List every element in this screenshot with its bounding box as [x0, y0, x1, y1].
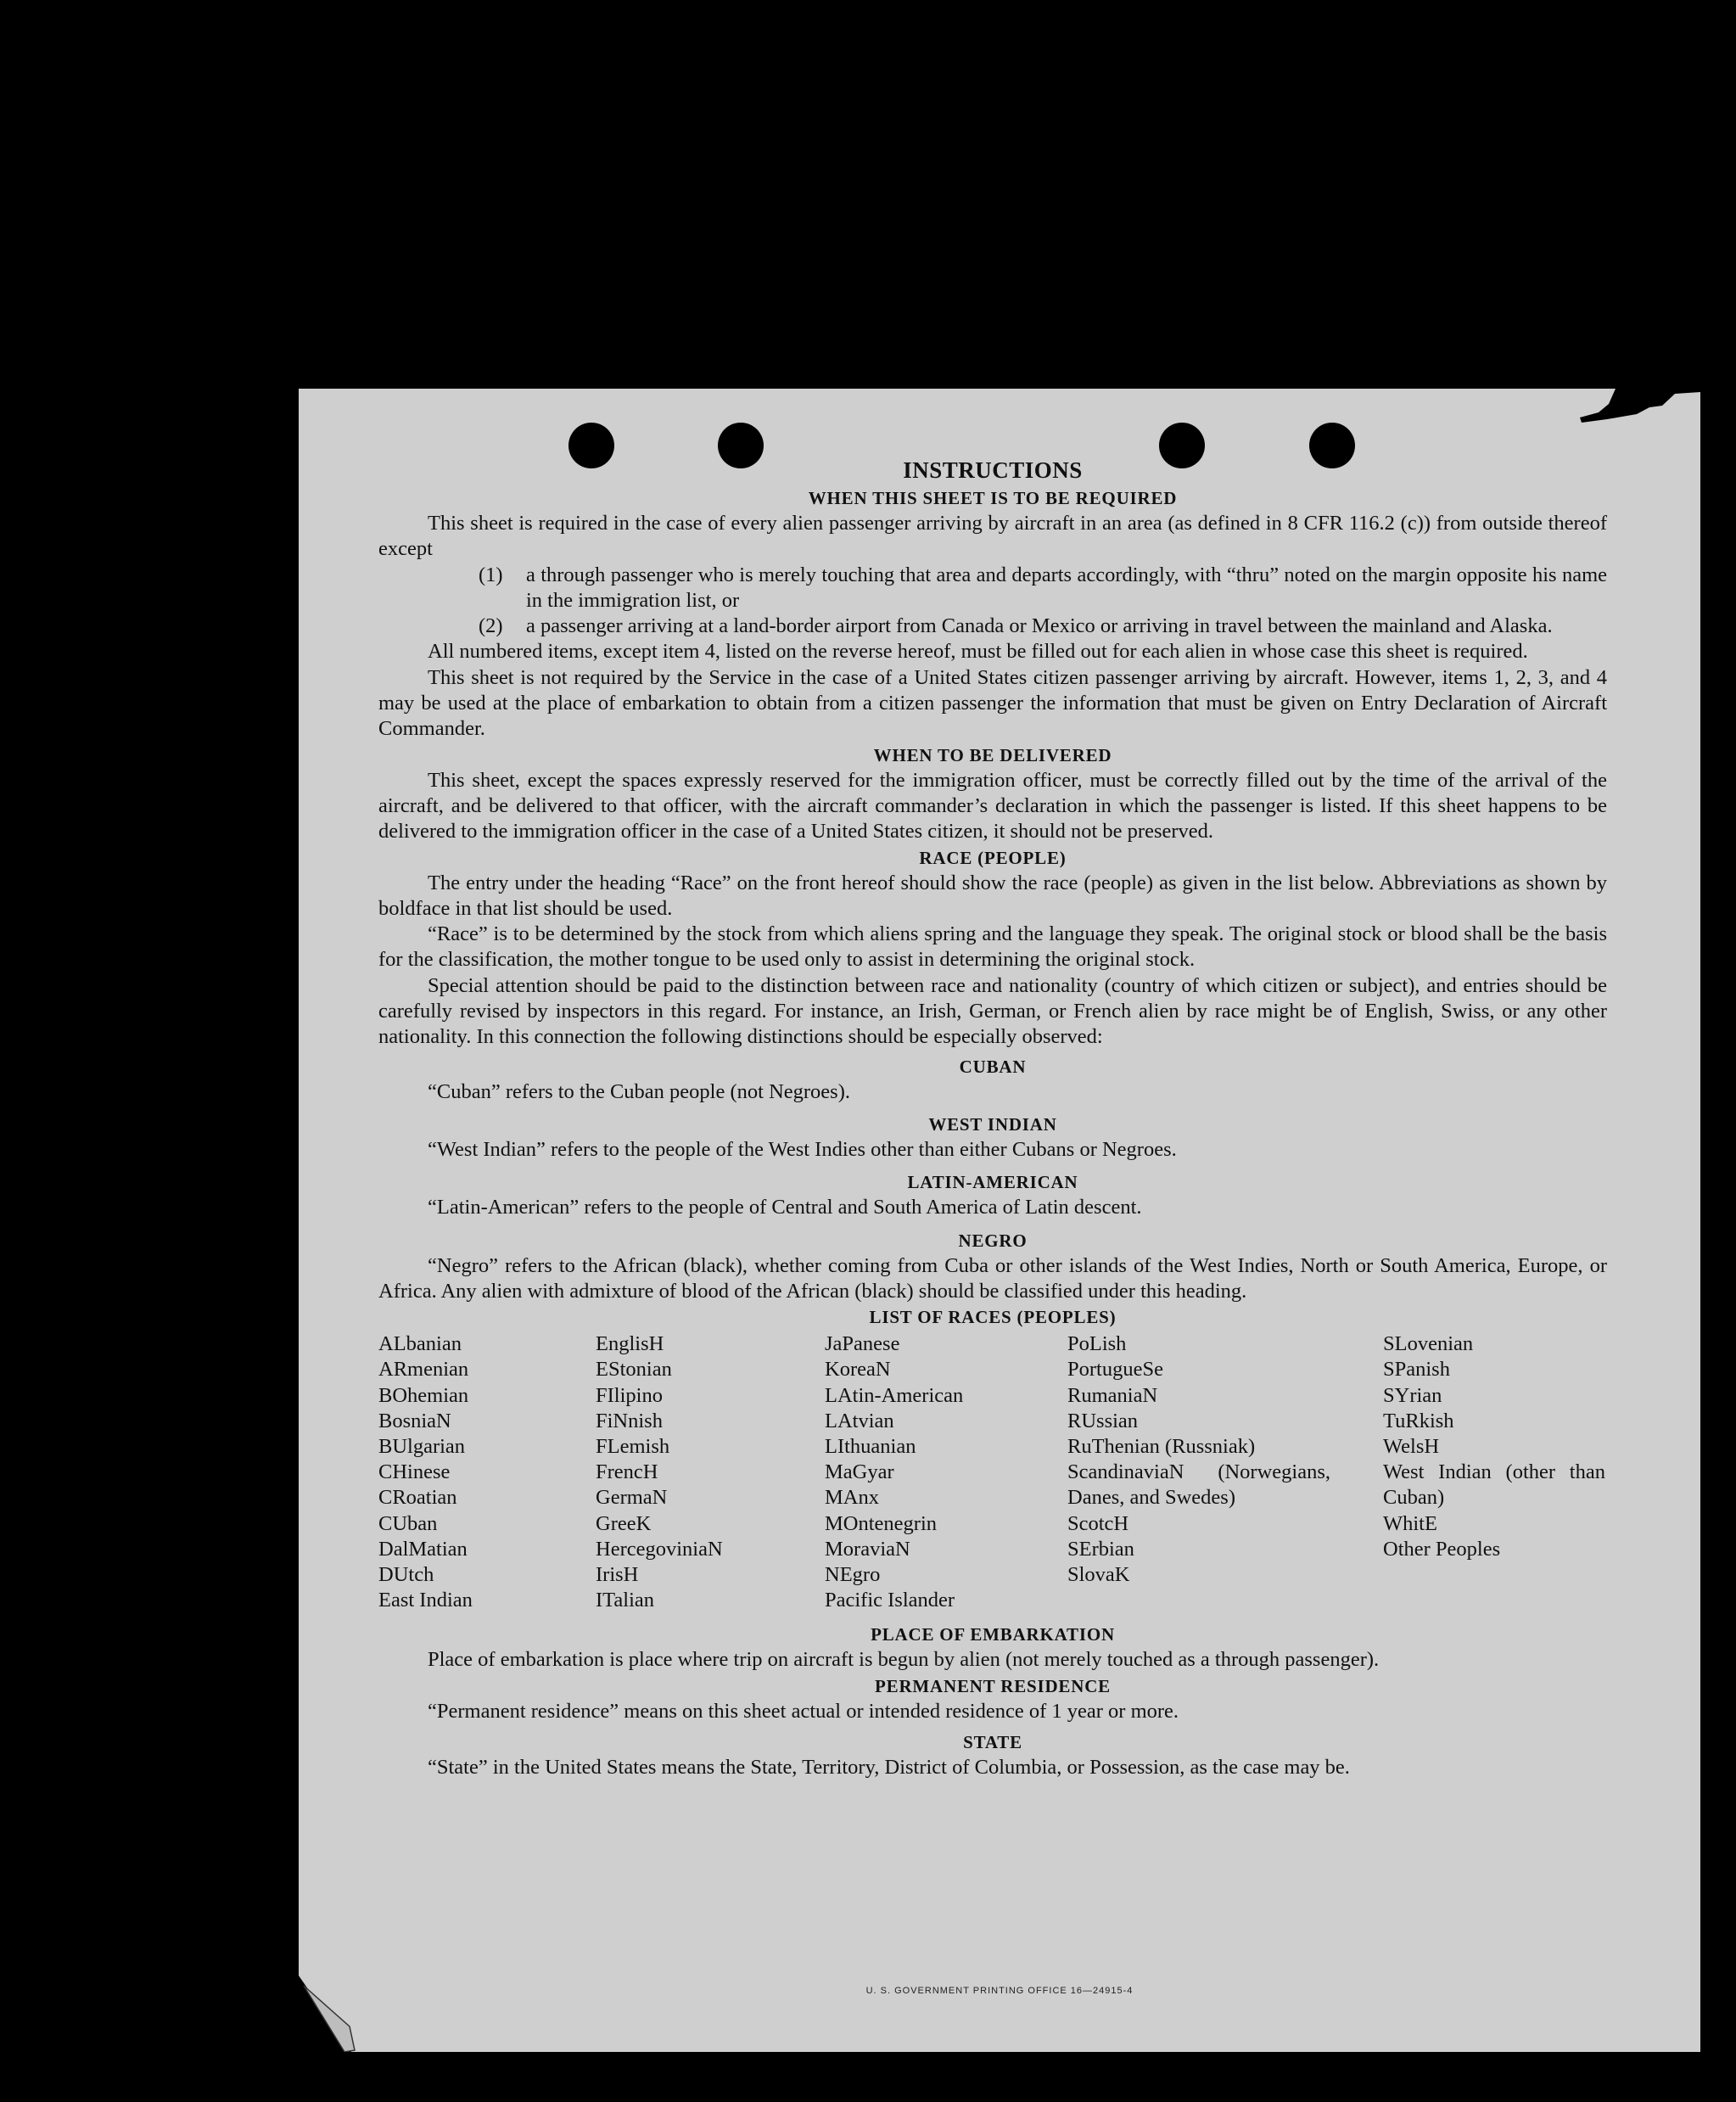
- item-number: (1): [479, 563, 503, 586]
- list-item: CHinese: [378, 1460, 451, 1484]
- section-heading: WEST INDIAN: [928, 1113, 1057, 1135]
- page-title: INSTRUCTIONS: [903, 457, 1083, 483]
- section-heading: PLACE OF EMBARKATION: [871, 1624, 1115, 1645]
- section-heading: STATE: [963, 1731, 1022, 1752]
- paragraph: This sheet is required in the case of every alien passenger arriving by aircraft in an area (as defined in 8 CFR 116.2 (c)) from outside thereof except: [378, 512, 1607, 561]
- list-item: ScotcH: [1067, 1511, 1129, 1535]
- paragraph: “West Indian” refers to the people of the West Indies other than either Cubans or Negroes.: [428, 1137, 1177, 1161]
- list-item: MaGyar: [825, 1460, 894, 1484]
- paragraph: “State” in the United States means the State, Territory, District of Columbia, or Possession, as the case may be.: [428, 1755, 1350, 1779]
- list-item: BOhemian: [378, 1383, 469, 1407]
- list-item: GreeK: [596, 1511, 652, 1535]
- list-item: WhitE: [1383, 1511, 1437, 1535]
- section-heading: NEGRO: [958, 1230, 1028, 1251]
- list-item: SlovaK: [1067, 1562, 1130, 1586]
- instructions-body: [378, 455, 1607, 1780]
- list-item: SErbian: [1067, 1537, 1134, 1561]
- paragraph: All numbered items, except item 4, listed on the reverse hereof, must be filled out for each alien in whose case this sheet is required.: [428, 640, 1528, 664]
- torn-corner: [1480, 389, 1700, 440]
- list-item: SYrian: [1383, 1383, 1442, 1407]
- paragraph: The entry under the heading “Race” on the front hereof should show the race (people) as given in the list below. Abbreviations as shown by boldface in that list should be used.: [378, 871, 1607, 920]
- list-item: MOntenegrin: [825, 1511, 937, 1535]
- list-item: TuRkish: [1383, 1409, 1454, 1432]
- list-item: PortugueSe: [1067, 1358, 1163, 1382]
- document-page: [299, 389, 1700, 2052]
- race-column: [596, 1331, 825, 1613]
- list-item: ITalian: [596, 1589, 655, 1612]
- paragraph: This sheet is not required by the Service in the case of a United States citizen passenger arriving by aircraft. However, items 1, 2, 3, and 4 may be used at the place of embarkation to obtain from a citizen passenger the information that must be given on Entry Declaration of Aircraft Commander.: [378, 665, 1607, 741]
- item-number: (2): [479, 614, 503, 638]
- list-item: LAtvian: [825, 1409, 894, 1432]
- list-item: HercegoviniaN: [596, 1537, 723, 1561]
- item-text: a through passenger who is merely touching that area and departs accordingly, with “thru” noted on the margin opposite his name in the immigration list, or: [526, 563, 1607, 612]
- list-item: Other Peoples: [1383, 1537, 1501, 1561]
- list-item: WelsH: [1383, 1434, 1440, 1458]
- list-item: SLovenian: [1383, 1332, 1474, 1356]
- list-item: MAnx: [825, 1486, 879, 1510]
- race-column: [825, 1331, 1067, 1613]
- race-column: [1383, 1331, 1605, 1613]
- paragraph: Place of embarkation is place where trip on aircraft is begun by alien (not merely touched as a through passenger).: [428, 1648, 1380, 1672]
- list-item: Pacific Islander: [825, 1589, 955, 1612]
- list-item: East Indian: [378, 1589, 473, 1612]
- list-item: LIthuanian: [825, 1434, 916, 1458]
- paragraph: “Latin-American” refers to the people of Central and South America of Latin descent.: [428, 1196, 1142, 1219]
- section-heading: PERMANENT RESIDENCE: [875, 1675, 1111, 1696]
- paragraph: This sheet, except the spaces expressly reserved for the immigration officer, must be correctly filled out by the time of the arrival of the aircraft, and be delivered to that officer, with the aircraft commander’s declaration in which the passenger is listed. If this sheet happens to be delivered to the immigration officer in the case of a United States citizen, it should not be preserved.: [378, 768, 1607, 844]
- printer-imprint: U. S. GOVERNMENT PRINTING OFFICE 16—24915-4: [865, 1986, 1134, 1996]
- race-list: [378, 1331, 1607, 1613]
- list-item: CUban: [378, 1511, 438, 1535]
- list-item: FrencH: [596, 1460, 658, 1484]
- race-column: [378, 1331, 596, 1613]
- section-heading: WHEN THIS SHEET IS TO BE REQUIRED: [808, 488, 1178, 508]
- section-heading: LATIN-AMERICAN: [907, 1172, 1078, 1193]
- list-item: LAtin-American: [825, 1383, 964, 1407]
- item-text: a passenger arriving at a land-border airport from Canada or Mexico or arriving in travel between the mainland and Alaska.: [526, 614, 1553, 638]
- list-item: RUssian: [1067, 1409, 1139, 1432]
- list-item: RumaniaN: [1067, 1383, 1158, 1407]
- list-item: EStonian: [596, 1358, 672, 1382]
- list-item: SPanish: [1383, 1358, 1450, 1382]
- list-item: PoLish: [1067, 1332, 1127, 1356]
- list-item: MoraviaN: [825, 1537, 910, 1561]
- list-item: ALbanian: [378, 1332, 462, 1356]
- list-item: ARmenian: [378, 1358, 469, 1382]
- section-heading: LIST OF RACES (PEOPLES): [869, 1307, 1117, 1328]
- list-item: CRoatian: [378, 1486, 457, 1510]
- list-item: GermaN: [596, 1486, 668, 1510]
- list-item: [479, 563, 1607, 614]
- race-column: [1067, 1331, 1330, 1613]
- list-item: West Indian (other than Cuban): [1383, 1460, 1605, 1510]
- paragraph: “Cuban” refers to the Cuban people (not Negroes).: [428, 1079, 850, 1103]
- list-item: DUtch: [378, 1562, 434, 1586]
- paragraph: Special attention should be paid to the distinction between race and nationality (country of which citizen or subject), and entries should be carefully revised by inspectors in this regard. For instance, an Irish, German, or French alien by race might be of English, Swiss, or any other nationality. In this connection the following distinctions should be especially observed:: [378, 973, 1607, 1049]
- list-item: IrisH: [596, 1562, 639, 1586]
- paragraph: “Negro” refers to the African (black), whether coming from Cuba or other islands of the West Indies, North or South America, Europe, or Africa. Any alien with admixture of blood of the African (black) should be classified under this heading.: [378, 1253, 1607, 1303]
- list-item: RuThenian (Russniak): [1067, 1434, 1256, 1458]
- list-item: EnglisH: [596, 1332, 664, 1356]
- list-item: NEgro: [825, 1562, 881, 1586]
- section-heading: CUBAN: [959, 1056, 1027, 1077]
- section-heading: WHEN TO BE DELIVERED: [873, 744, 1112, 765]
- list-item: ScandinaviaN (Norwegians, Danes, and Swedes): [1067, 1460, 1330, 1510]
- list-item: [479, 614, 1607, 639]
- list-item: JaPanese: [825, 1332, 900, 1356]
- section-heading: RACE (PEOPLE): [919, 847, 1067, 868]
- list-item: FIlipino: [596, 1383, 663, 1407]
- list-item: KoreaN: [825, 1358, 891, 1382]
- paragraph: “Permanent residence” means on this sheet actual or intended residence of 1 year or more.: [428, 1699, 1179, 1723]
- list-item: FLemish: [596, 1434, 670, 1458]
- list-item: BosniaN: [378, 1409, 451, 1432]
- list-item: FiNnish: [596, 1409, 663, 1432]
- list-item: BUlgarian: [378, 1434, 466, 1458]
- list-item: DalMatian: [378, 1537, 468, 1561]
- paragraph: “Race” is to be determined by the stock from which aliens spring and the language they speak. The original stock or blood shall be the basis for the classification, the mother tongue to be used only to assist in determining the original stock.: [378, 922, 1607, 972]
